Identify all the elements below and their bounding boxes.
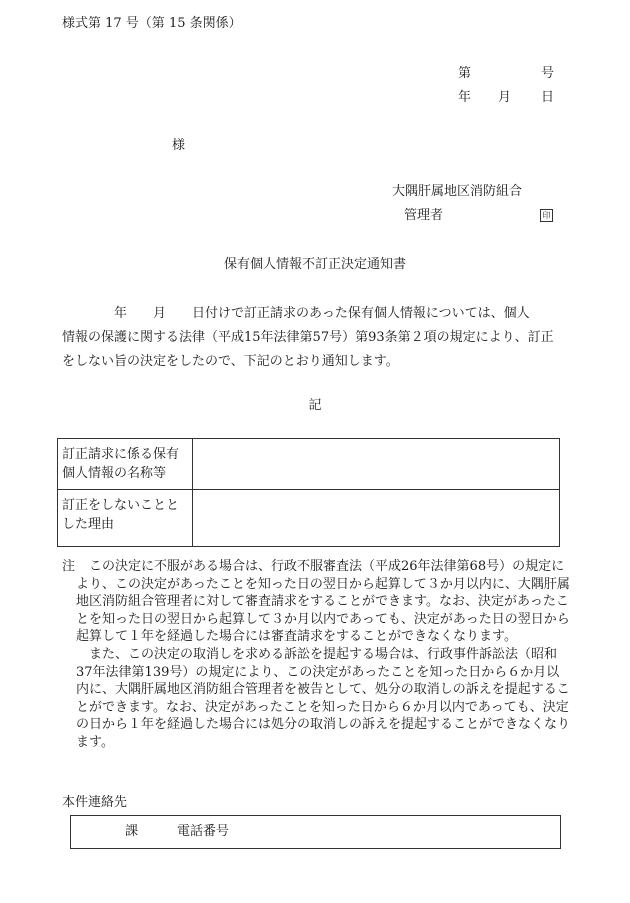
details-table [57, 438, 560, 547]
label-line: 訂正をしないことと [62, 498, 180, 513]
label-line: 個人情報の名称等 [62, 466, 167, 481]
document-number-prefix: 第 [458, 66, 472, 81]
date-day: 日 [541, 90, 555, 105]
label-cell [58, 490, 193, 547]
addressee-honorific: 様 [172, 138, 186, 153]
document-number-suffix: 号 [541, 66, 555, 81]
label-line: 訂正請求に係る保有 [62, 447, 180, 462]
note-section [62, 558, 572, 752]
note-mark: 注 [62, 559, 76, 574]
value-cell [193, 490, 560, 547]
ki-heading: 記 [308, 398, 322, 413]
date-month: 月 [498, 90, 512, 105]
value-cell [193, 439, 560, 490]
body-line: 情報の保護に関する法律（平成15年法律第57号）第93条第２項の規定により、訂正 [62, 330, 554, 345]
label-line: した理由 [62, 517, 115, 532]
sender-manager: 管理者 [404, 208, 444, 223]
seal-mark: 印 [540, 209, 553, 222]
contact-phone-label: 電話番号 [177, 824, 230, 839]
form-number: 様式第 17 号（第 15 条関係） [62, 16, 242, 31]
contact-section: 課 [125, 824, 139, 839]
contact-box [70, 815, 561, 849]
table-row [58, 490, 560, 547]
body-line: 年 月 日付けで訂正請求のあった保有個人情報については、個人 [62, 306, 530, 321]
body-line: をしない旨の決定をしたので、下記のとおり通知します。 [62, 354, 399, 369]
contact-label: 本件連絡先 [62, 795, 128, 810]
document-title: 保有個人情報不訂正決定通知書 [223, 257, 406, 272]
date-year: 年 [458, 90, 472, 105]
note-row [62, 558, 572, 646]
notice-body [62, 302, 572, 374]
table-row [58, 439, 560, 490]
label-cell [58, 439, 193, 490]
sender-organization: 大隅肝属地区消防組合 [392, 184, 523, 199]
note-paragraph-2: また、この決定の取消しを求める訴訟を提起する場合は、行政事件訴訟法（昭和37年法律第139号）の規定により、この決定があったことを知った日から６か月以内に、大隅肝属地区消防組合管理者を被告として、処分の取消しの訴えを提起することができます。なお、決定があったことを知った日から６か月以内であっても、決定の日から１年を経過した場合には処分の取消しの訴えを提起することができなくなります。 [76, 646, 571, 750]
note-paragraph-1: この決定に不服がある場合は、行政不服審査法（平成26年法律第68号）の規定により、この決定があったことを知った日の翌日から起算して３か月以内に、大隅肝属地区消防組合管理者に対して審査請求をすることができます。なお、決定があったことを知った日の翌日から起算して３か月以内であっても、決定があった日の翌日から起算して１年を経過した場合には審査請求をすることができなくなります。 [76, 559, 570, 645]
